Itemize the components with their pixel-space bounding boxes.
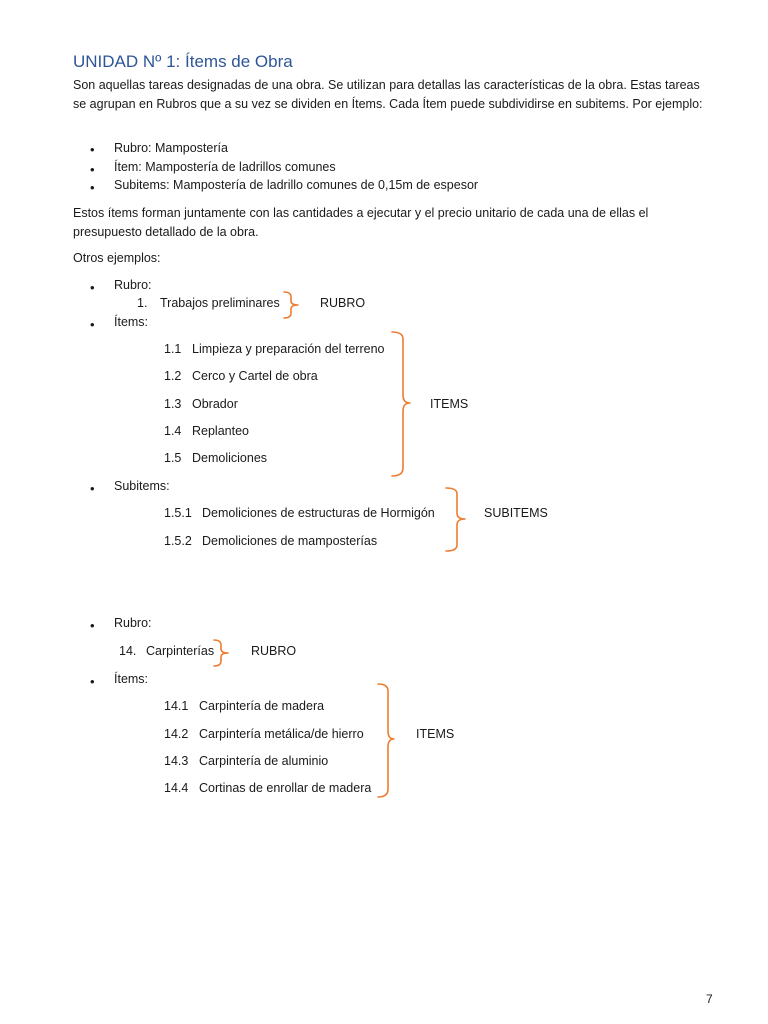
subitems-label: Subitems: [114,479,170,493]
subitem-text: Demoliciones de mamposterías [202,534,378,548]
bullet-icon: • [90,481,95,496]
bullet-icon: • [90,280,95,295]
paragraph: Estos ítems forman juntamente con las cantidades a ejecutar y el precio unitario de cada una de ellas el presupuesto detallado de la obra. [73,206,649,239]
item-number: 14.3 [164,754,189,768]
item-text: Carpintería metálica/de hierro [199,727,364,741]
subitem-number: 1.5.2 [164,534,192,548]
list-item: Subitems: Mampostería de ladrillo comunes de 0,15m de espesor [114,178,479,192]
brace-icon [445,487,467,553]
bullet-icon: • [90,618,95,633]
item-text: Cerco y Cartel de obra [192,369,318,383]
item-number: 14.4 [164,781,189,795]
items-tag: ITEMS [430,397,469,411]
item-text: Carpintería de madera [199,699,325,713]
bullet-icon: • [90,162,95,177]
brace-icon [377,683,395,799]
item-number: 14.1 [164,699,189,713]
item-text: Limpieza y preparación del terreno [192,342,385,356]
brace-icon [391,331,411,477]
item-number: 1.5 [164,451,182,465]
items-tag: ITEMS [416,727,455,741]
rubro-name: Carpinterías [146,644,215,658]
rubro-label: Rubro: [114,278,152,292]
rubro-number: 1. [137,296,148,310]
page-title: UNIDAD Nº 1: Ítems de Obra [73,52,293,71]
item-text: Replanteo [192,424,249,438]
subitem-text: Demoliciones de estructuras de Hormigón [202,506,435,520]
intro-paragraph: Son aquellas tareas designadas de una obra. Se utilizan para detallas las características de la obra. Estas tareas se agrupan en Rubros que a su vez se dividen en Ítems. Cada Ítem puede subdividirse en subitems. Por ejemplo: [73,78,703,111]
item-text: Obrador [192,397,238,411]
bullet-icon: • [90,142,95,157]
items-label: Ítems: [114,672,149,686]
rubro-tag: RUBRO [320,296,366,310]
item-text: Cortinas de enrollar de madera [199,781,372,795]
rubro-tag: RUBRO [251,644,297,658]
item-number: 1.2 [164,369,182,383]
item-number: 1.1 [164,342,182,356]
paragraph: Otros ejemplos: [73,251,161,265]
item-number: 1.3 [164,397,182,411]
brace-icon [283,291,299,319]
bullet-icon: • [90,674,95,689]
bullet-icon: • [90,180,95,195]
brace-icon [213,639,229,667]
rubro-label: Rubro: [114,616,152,630]
rubro-name: Trabajos preliminares [160,296,280,310]
item-text: Carpintería de aluminio [199,754,329,768]
items-label: Ítems: [114,315,149,329]
subitem-number: 1.5.1 [164,506,192,520]
subitems-tag: SUBITEMS [484,506,548,520]
page-number: 7 [706,992,713,1006]
rubro-number: 14. [119,644,137,658]
item-number: 1.4 [164,424,182,438]
list-item: Ítem: Mampostería de ladrillos comunes [114,160,336,174]
item-text: Demoliciones [192,451,268,465]
item-number: 14.2 [164,727,189,741]
list-item: Rubro: Mampostería [114,141,228,155]
bullet-icon: • [90,317,95,332]
